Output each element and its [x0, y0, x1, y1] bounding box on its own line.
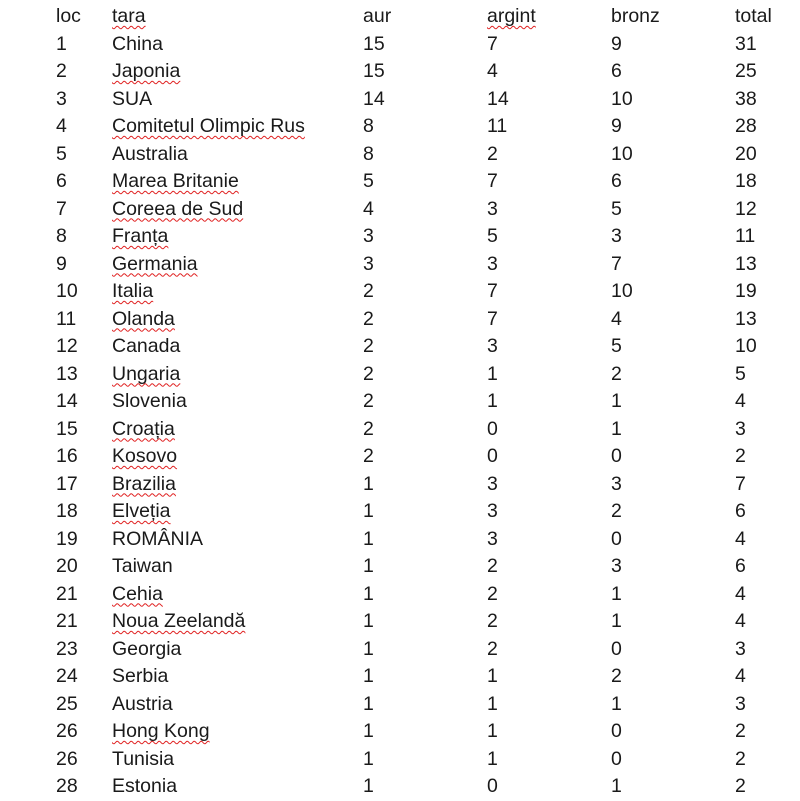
cell-total: 2: [735, 445, 746, 467]
cell-bronz: 4: [611, 307, 622, 330]
cell-loc: 5: [56, 142, 67, 165]
cell-total: 20: [735, 142, 757, 165]
cell-loc: 1: [56, 32, 67, 55]
table-row: [0, 718, 795, 746]
cell-total: 11: [735, 225, 756, 247]
cell-tara: [112, 581, 363, 609]
cell-bronz: 5: [611, 197, 622, 220]
cell-total: 2: [735, 747, 746, 770]
cell-tara: [112, 718, 363, 746]
cell-tara: [112, 416, 363, 444]
country-name: Kosovo: [112, 445, 178, 467]
cell-loc: 4: [56, 115, 67, 137]
header-total: total: [735, 5, 772, 27]
cell-bronz: 10: [611, 280, 633, 302]
header-tara: [112, 3, 363, 31]
cell-total: 18: [735, 170, 757, 192]
cell-tara: [112, 278, 363, 306]
country-name: Brazilia: [112, 472, 176, 495]
cell-bronz: 3: [611, 472, 622, 495]
cell-total: 5: [735, 362, 746, 385]
header-tara-text: tara: [112, 5, 146, 27]
country-name: Croația: [112, 417, 175, 440]
cell-argint: 1: [487, 362, 498, 385]
table-row: [0, 306, 795, 334]
cell-loc: 24: [56, 665, 78, 687]
cell-tara: Serbia: [112, 665, 169, 687]
table-row: [0, 168, 795, 196]
cell-argint: 1: [487, 720, 498, 742]
cell-aur: 8: [363, 115, 374, 137]
cell-tara: [112, 498, 363, 526]
cell-tara: [112, 58, 363, 86]
cell-argint: 7: [487, 170, 498, 192]
cell-total: 4: [735, 582, 746, 605]
cell-aur: 1: [363, 692, 374, 715]
cell-aur: 2: [363, 335, 374, 357]
cell-loc: 7: [56, 197, 67, 220]
cell-bronz: 7: [611, 252, 622, 275]
cell-argint: 2: [487, 610, 498, 632]
cell-total: 2: [735, 775, 746, 797]
cell-aur: 2: [363, 362, 374, 385]
cell-aur: 1: [363, 637, 374, 660]
cell-total: 3: [735, 692, 746, 715]
cell-tara: Australia: [112, 142, 188, 165]
cell-bronz: 0: [611, 637, 622, 660]
table-row: [0, 251, 795, 279]
cell-aur: 3: [363, 252, 374, 275]
cell-tara: Taiwan: [112, 555, 173, 577]
country-name: Ungaria: [112, 362, 181, 385]
cell-total: 4: [735, 610, 746, 632]
country-name: Cehia: [112, 582, 163, 605]
table-row: [0, 86, 795, 114]
cell-loc: 25: [56, 692, 78, 715]
cell-loc: 26: [56, 720, 78, 742]
cell-tara: Georgia: [112, 637, 182, 660]
table-row: [0, 141, 795, 169]
cell-argint: 2: [487, 637, 498, 660]
cell-argint: 14: [487, 87, 509, 110]
cell-argint: 1: [487, 692, 498, 715]
cell-aur: 1: [363, 472, 374, 495]
country-name: Italia: [112, 280, 154, 302]
cell-bronz: 5: [611, 335, 622, 357]
cell-aur: 1: [363, 555, 374, 577]
cell-loc: 8: [56, 225, 67, 247]
cell-aur: 1: [363, 527, 374, 550]
cell-total: 4: [735, 665, 746, 687]
cell-argint: 1: [487, 665, 498, 687]
cell-loc: 19: [56, 527, 78, 550]
cell-argint: 3: [487, 252, 498, 275]
cell-argint: 7: [487, 280, 498, 302]
cell-argint: 2: [487, 142, 498, 165]
header-loc: loc: [56, 5, 81, 27]
cell-aur: 4: [363, 197, 374, 220]
cell-total: 13: [735, 307, 757, 330]
cell-argint: 5: [487, 225, 498, 247]
cell-argint: 7: [487, 307, 498, 330]
cell-aur: 3: [363, 225, 374, 247]
cell-tara: [112, 443, 363, 471]
table-row: [0, 278, 795, 306]
cell-total: 28: [735, 115, 757, 137]
cell-bronz: 2: [611, 500, 622, 522]
table-row: [0, 581, 795, 609]
cell-tara: [112, 223, 363, 251]
cell-bronz: 10: [611, 142, 633, 165]
cell-bronz: 2: [611, 362, 622, 385]
cell-total: 10: [735, 335, 757, 357]
cell-argint: 1: [487, 747, 498, 770]
cell-loc: 28: [56, 775, 78, 797]
cell-aur: 1: [363, 747, 374, 770]
cell-argint: 0: [487, 775, 498, 797]
cell-total: 4: [735, 527, 746, 550]
country-name: Elveția: [112, 500, 171, 522]
cell-loc: 6: [56, 170, 67, 192]
country-name: Comitetul Olimpic Rus: [112, 115, 305, 137]
cell-total: 6: [735, 555, 746, 577]
table-row: [0, 416, 795, 444]
country-name: Marea Britanie: [112, 170, 239, 192]
cell-total: 7: [735, 472, 746, 495]
country-name: Japonia: [112, 60, 181, 82]
cell-argint: 2: [487, 555, 498, 577]
medal-table: [0, 3, 795, 801]
country-name: Olanda: [112, 307, 175, 330]
cell-bronz: 3: [611, 555, 622, 577]
cell-loc: 13: [56, 362, 78, 385]
table-row: [0, 663, 795, 691]
cell-aur: 1: [363, 610, 374, 632]
cell-bronz: 10: [611, 87, 633, 110]
header-bronz: bronz: [611, 5, 660, 27]
cell-bronz: 1: [611, 390, 622, 412]
cell-argint: 3: [487, 197, 498, 220]
cell-total: 31: [735, 32, 757, 55]
cell-bronz: 1: [611, 582, 622, 605]
cell-loc: 23: [56, 637, 78, 660]
cell-argint: 0: [487, 417, 498, 440]
cell-tara: Canada: [112, 335, 181, 357]
country-name: Franța: [112, 225, 169, 247]
cell-argint: 3: [487, 527, 498, 550]
cell-bronz: 1: [611, 775, 622, 797]
cell-loc: 11: [56, 307, 77, 330]
cell-bronz: 0: [611, 445, 622, 467]
cell-argint: 3: [487, 472, 498, 495]
cell-aur: 5: [363, 170, 374, 192]
cell-tara: [112, 113, 363, 141]
cell-aur: 1: [363, 775, 374, 797]
cell-aur: 15: [363, 60, 385, 82]
cell-total: 3: [735, 417, 746, 440]
cell-loc: 10: [56, 280, 78, 302]
cell-loc: 21: [56, 582, 78, 605]
cell-loc: 26: [56, 747, 78, 770]
cell-tara: Austria: [112, 692, 173, 715]
table-row: [0, 58, 795, 86]
cell-argint: 0: [487, 445, 498, 467]
header-argint-text: argint: [487, 5, 536, 27]
cell-loc: 20: [56, 555, 78, 577]
cell-tara: SUA: [112, 87, 153, 110]
cell-bronz: 6: [611, 170, 622, 192]
cell-total: 3: [735, 637, 746, 660]
cell-bronz: 0: [611, 527, 622, 550]
cell-aur: 2: [363, 280, 374, 302]
cell-total: 13: [735, 252, 757, 275]
table-row: [0, 223, 795, 251]
cell-bronz: 1: [611, 610, 622, 632]
cell-tara: [112, 306, 363, 334]
cell-argint: 3: [487, 500, 498, 522]
table-row: [0, 636, 795, 664]
cell-total: 6: [735, 500, 746, 522]
cell-argint: 4: [487, 60, 498, 82]
cell-aur: 1: [363, 665, 374, 687]
cell-aur: 1: [363, 720, 374, 742]
cell-bronz: 3: [611, 225, 622, 247]
cell-aur: 2: [363, 445, 374, 467]
cell-tara: China: [112, 32, 163, 55]
cell-aur: 8: [363, 142, 374, 165]
cell-aur: 2: [363, 417, 374, 440]
cell-tara: [112, 361, 363, 389]
cell-tara: ROMÂNIA: [112, 527, 204, 550]
table-row: [0, 361, 795, 389]
cell-loc: 16: [56, 445, 78, 467]
header-row: [0, 3, 795, 31]
cell-total: 25: [735, 60, 757, 82]
table-row: [0, 773, 795, 801]
table-row: [0, 691, 795, 719]
cell-tara: Slovenia: [112, 390, 187, 412]
table-row: [0, 746, 795, 774]
cell-bronz: 1: [611, 417, 622, 440]
cell-loc: 17: [56, 472, 78, 495]
cell-bronz: 9: [611, 115, 622, 137]
country-name: Germania: [112, 252, 198, 275]
cell-bronz: 2: [611, 665, 622, 687]
table-row: [0, 388, 795, 416]
table-row: [0, 113, 795, 141]
cell-aur: 1: [363, 582, 374, 605]
header-argint: [487, 3, 611, 31]
cell-aur: 15: [363, 32, 385, 55]
cell-argint: 11: [487, 115, 508, 137]
cell-total: 12: [735, 197, 757, 220]
cell-aur: 2: [363, 390, 374, 412]
cell-aur: 1: [363, 500, 374, 522]
cell-loc: 21: [56, 610, 78, 632]
cell-tara: [112, 168, 363, 196]
cell-tara: [112, 608, 363, 636]
cell-loc: 3: [56, 87, 67, 110]
cell-loc: 18: [56, 500, 78, 522]
table-row: [0, 471, 795, 499]
cell-argint: 7: [487, 32, 498, 55]
cell-argint: 2: [487, 582, 498, 605]
table-row: [0, 196, 795, 224]
table-body: [0, 31, 795, 801]
header-aur: aur: [363, 5, 392, 27]
table-row: [0, 526, 795, 554]
cell-tara: [112, 196, 363, 224]
cell-tara: Tunisia: [112, 747, 175, 770]
table-row: [0, 443, 795, 471]
cell-bronz: 1: [611, 692, 622, 715]
cell-total: 19: [735, 280, 757, 302]
cell-argint: 1: [487, 390, 498, 412]
cell-loc: 14: [56, 390, 78, 412]
table-row: [0, 333, 795, 361]
cell-argint: 3: [487, 335, 498, 357]
country-name: Noua Zeelandă: [112, 610, 246, 632]
cell-bronz: 0: [611, 747, 622, 770]
cell-bronz: 9: [611, 32, 622, 55]
country-name: Hong Kong: [112, 720, 210, 742]
cell-aur: 14: [363, 87, 385, 110]
table-row: [0, 608, 795, 636]
table-row: [0, 498, 795, 526]
cell-tara: Estonia: [112, 775, 178, 797]
cell-tara: [112, 251, 363, 279]
table-row: [0, 31, 795, 59]
cell-bronz: 6: [611, 60, 622, 82]
cell-total: 4: [735, 390, 746, 412]
cell-loc: 12: [56, 335, 78, 357]
cell-aur: 2: [363, 307, 374, 330]
cell-tara: [112, 471, 363, 499]
country-name: Coreea de Sud: [112, 197, 244, 220]
cell-loc: 2: [56, 60, 67, 82]
cell-loc: 9: [56, 252, 67, 275]
cell-loc: 15: [56, 417, 78, 440]
cell-total: 38: [735, 87, 757, 110]
cell-total: 2: [735, 720, 746, 742]
table-row: [0, 553, 795, 581]
cell-bronz: 0: [611, 720, 622, 742]
